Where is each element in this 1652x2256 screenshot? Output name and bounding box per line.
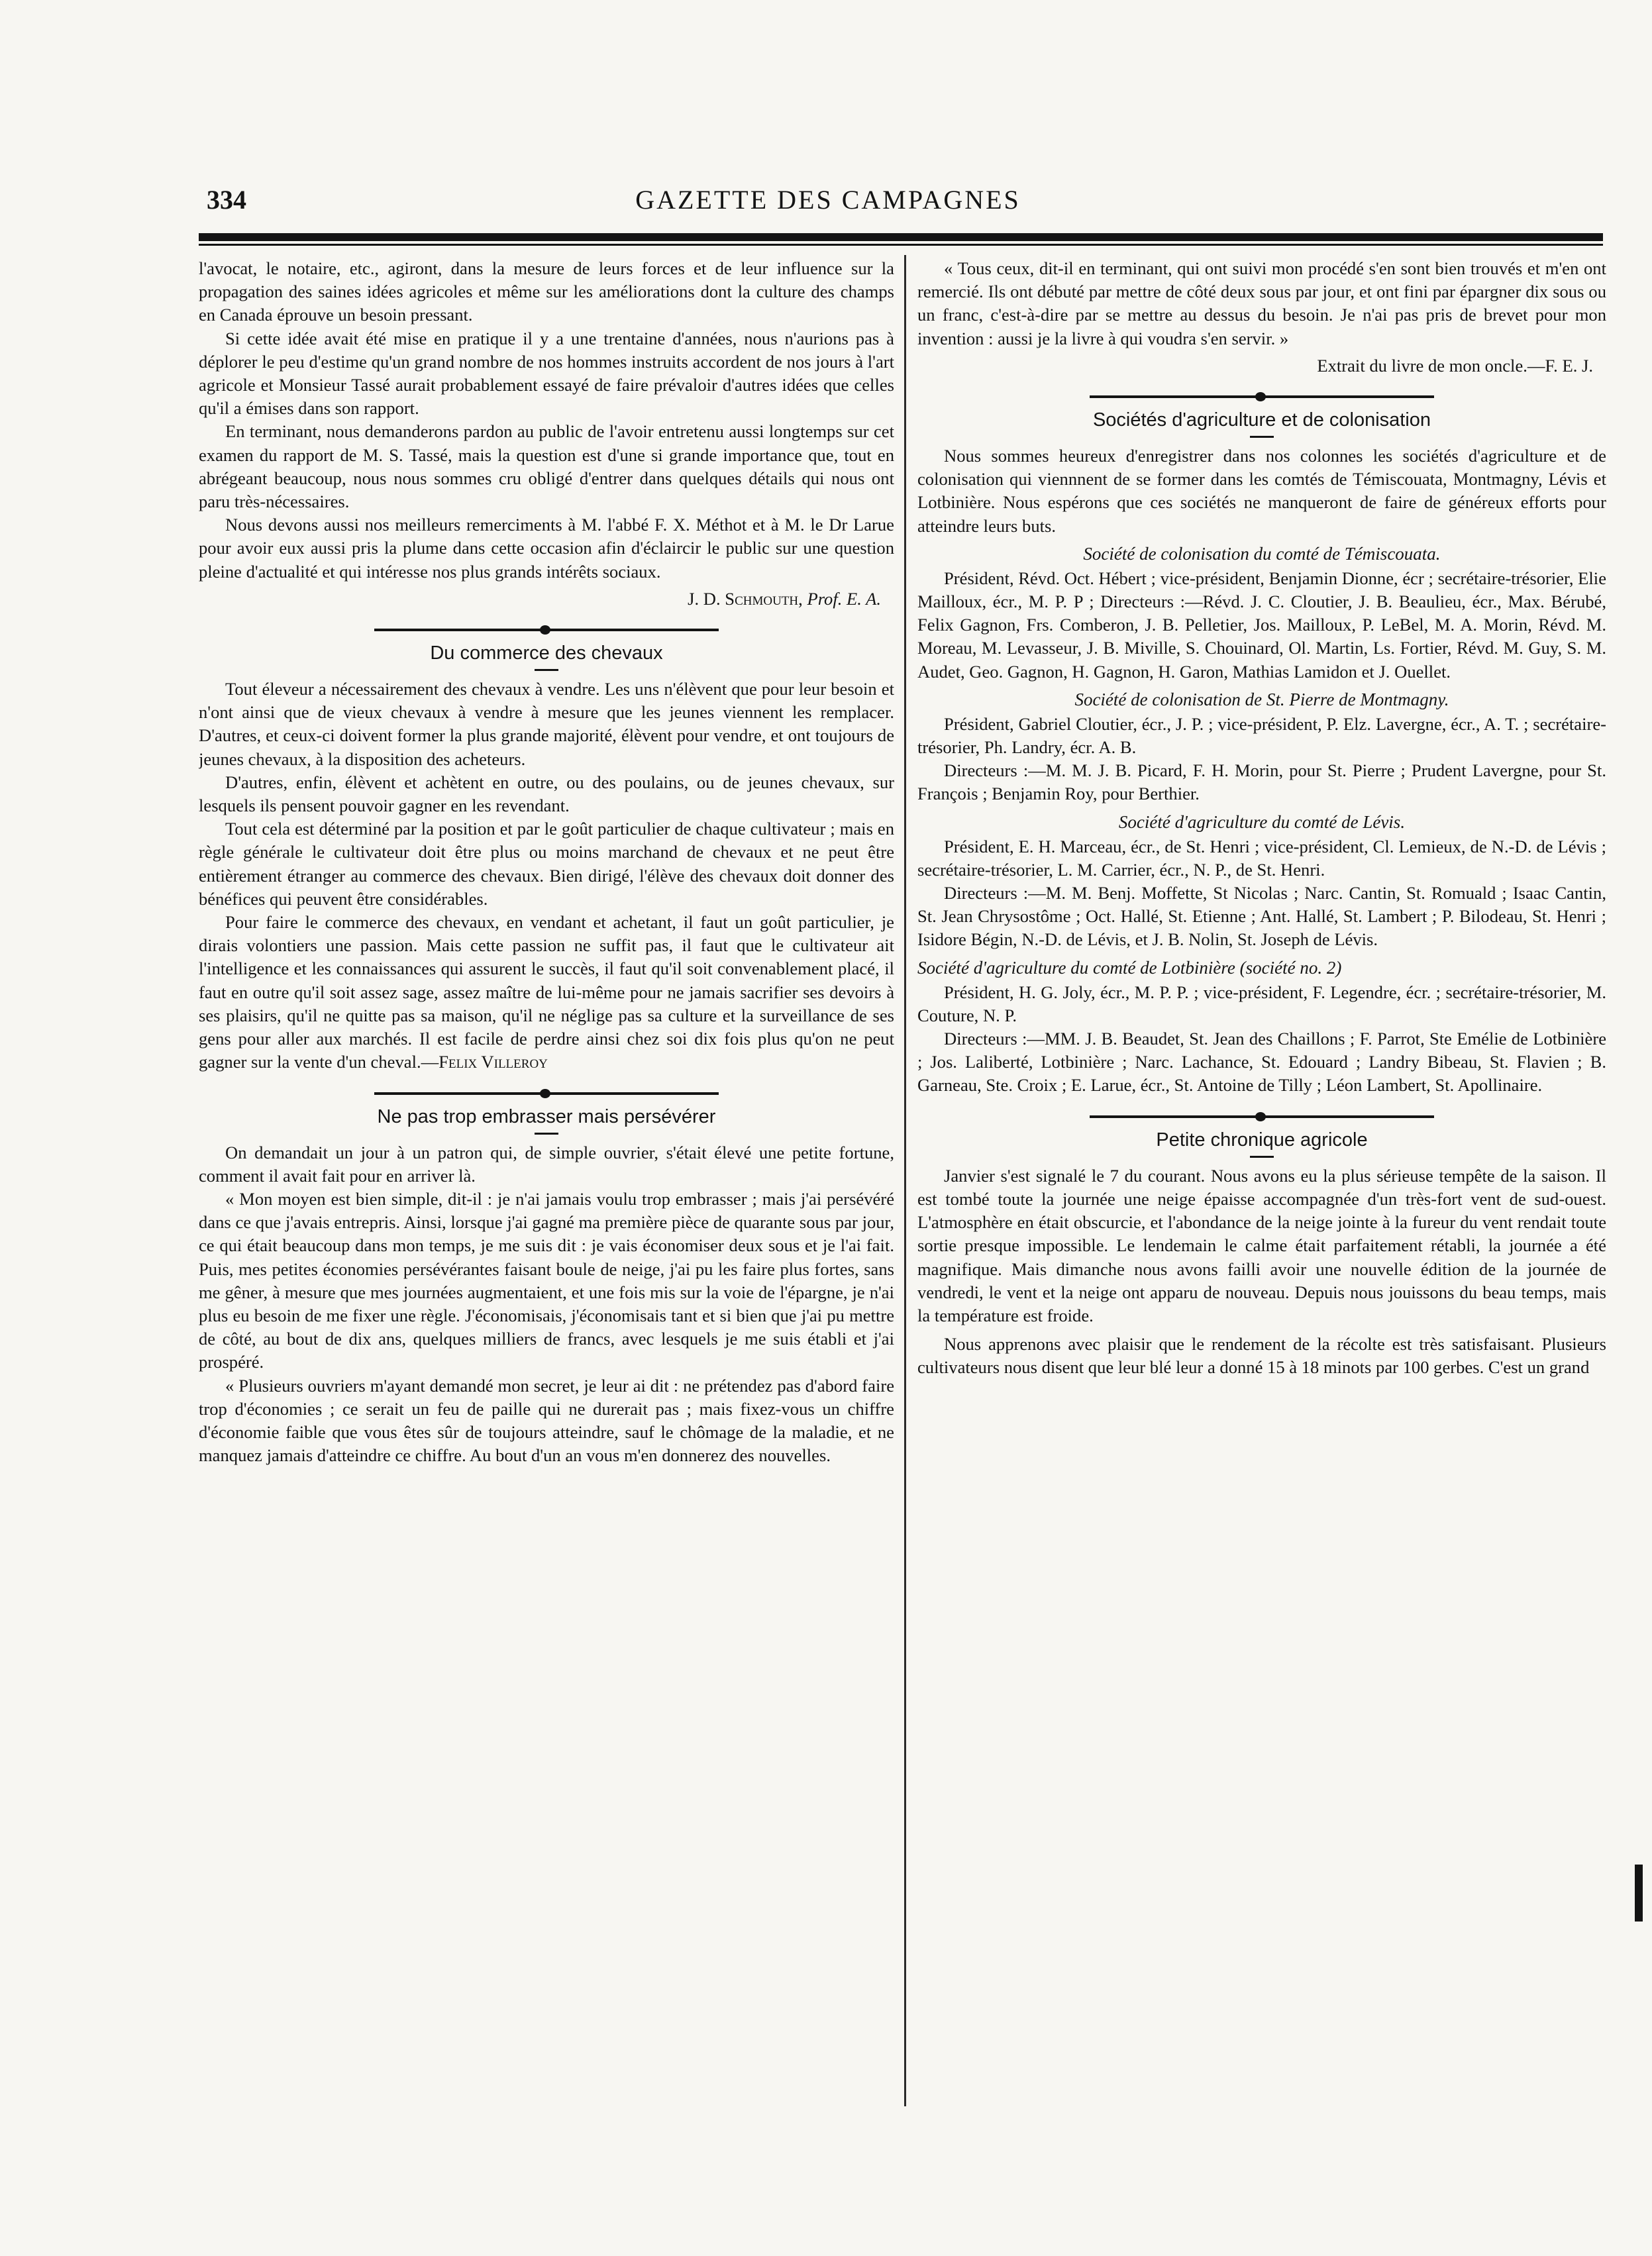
paragraph: Si cette idée avait été mise en pratique il y a une trentaine d'années, nous n'aurions pas à déplorer le peu d'estime qu'un grand nombre de nos hommes instruits accordent de nos jours à l'art agricole et Monsieur Tassé aurait probablement essayé de faire prévaloir d'autres idées que celles qu'il a émises dans son rapport. xyxy=(199,328,894,419)
left-column xyxy=(199,257,894,2112)
section-separator xyxy=(374,1089,719,1098)
paragraph: « Mon moyen est bien simple, dit-il : je n'ai jamais voulu trop embrasser ; mais j'ai persévéré dans ce que j'avais entrepris. Ainsi, lorsque j'ai gagné ma première pièce de quarante sous par jour, ce qui était beaucoup dans mon temps, je me suis dit : je vais économiser deux sous et je l'ai fait. Puis, mes petites économies persévérantes faisant boule de neige, j'ai pu les faire plus fortes, sans me gêner, à mesure que mes journées augmentaient, et une fois mis sur la voie de l'épargne, je n'ai plus eu besoin de me fixer une règle. J'économisais, j'économisais tant et si bien que j'ai pu mettre de côté, au bout de dix ans, quelques milliers de francs, avec lesquels je me suis établi et j'ai prospéré. xyxy=(199,1188,894,1372)
article-source: Extrait du livre de mon oncle.—F. E. J. xyxy=(1317,355,1593,376)
signature-name: J. D. Schmouth, xyxy=(688,588,803,609)
paragraph: « Plusieurs ouvriers m'ayant demandé mon secret, je leur ai dit : ne prétendez pas d'abord faire trop d'économies ; ce serait un feu de paille qui ne durerait pas ; mais fixez-vous un chiffre d'économie faible que vous êtes sûr de toujours atteindre, sauf le chômage de la maladie, et ne manquez jamais d'atteindre ce chiffre. Au bout d'un an vous m'en donnerez des nouvelles. xyxy=(199,1375,894,1466)
paragraph: Directeurs :—M. M. Benj. Moffette, St Nicolas ; Narc. Cantin, St. Romuald ; Isaac Cantin, St. Jean Chrysostôme ; Oct. Hallé, St. Etienne ; Ant. Hallé, St. Lambert ; P. Bilodeau, St. Henri ; Isidore Bégin, N.-D. de Lévis, et J. B. Nolin, St. Joseph de Lévis. xyxy=(917,883,1606,950)
paragraph: Président, H. G. Joly, écr., M. P. P. ; vice-président, F. Legendre, écr. ; secrétaire-trésorier, M. Couture, N. P. xyxy=(917,982,1606,1025)
article-chronique xyxy=(917,1127,1606,1380)
paragraph: Nous apprenons avec plaisir que le rendement de la récolte est très satisfaisant. Plusieurs cultivateurs nous disent que leur blé leur a donné 15 à 18 minots par 100 gerbes. C'est un grand xyxy=(917,1334,1606,1378)
society-heading: Société de colonisation du comté de Témiscouata. xyxy=(1083,543,1441,564)
paragraph: Président, Révd. Oct. Hébert ; vice-président, Benjamin Dionne, écr ; secrétaire-trésorier, Elie Mailloux, écr., M. P. P ; Directeurs :—Révd. J. C. Cloutier, J. B. Beaulieu, écr., Max. Bérubé, Felix Gagnon, Frs. Comberon, J. B. Pelletier, Jos. Mailloux, P. LeBel, M. A. Morin, Révd. M. Moreau, M. Levasseur, J. B. Miville, S. Chouinard, Ol. Martin, Ls. Fortier, Révd. M. Guy, S. M. Audet, Geo. Gagnon, H. Gagnon, H. Garon, Mathias Lamidon et J. Ouellet. xyxy=(917,568,1606,682)
article-commerce-chevaux xyxy=(199,640,894,1074)
paragraph: D'autres, enfin, élèvent et achètent en outre, ou des poulains, ou de jeunes chevaux, sur lesquels ils pensent pouvoir gagner en les revendant. xyxy=(199,772,894,816)
paragraph: Président, Gabriel Cloutier, écr., J. P. ; vice-président, P. Elz. Lavergne, écr., A. T. ; secrétaire-trésorier, Ph. Landry, écr. A. B. xyxy=(917,713,1606,758)
page-title: GAZETTE DES CAMPAGNES xyxy=(635,185,1021,215)
running-head xyxy=(199,184,1457,224)
margin-mark xyxy=(1635,1865,1643,1922)
paragraph: Tout éleveur a nécessairement des chevaux à vendre. Les uns n'élèvent que pour leur besoin et n'ont ainsi que de vieux chevaux à vendre à mesure que les jeunes viennent les remplacer. D'autres, et ceux-ci doivent former la plus grande majorité, élèvent pour vendre, et ont toujours de jeunes chevaux, à la disposition des acheteurs. xyxy=(199,679,894,769)
paragraph-text: Pour faire le commerce des chevaux, en vendant et achetant, il faut un goût particulier, je dirais volontiers une passion. Mais cette passion ne suffit pas, il faut que le cultivateur ait l'intelligence et les connaissances qui assurent le succès, il faut qu'il soit convenablement placé, il faut en outre qu'il soit assez sage, assez maître de lui-même pour ne jamais sacrifier ses devoirs à ses plaisirs, qu'il ne quitte pas sa maison, qu'il ne néglige pas sa culture et la surveillance de ses gens pour aller aux marchés. Il est facile de perdre ainsi chez soi dix fois plus qu'on ne peut gagner sur la vente d'un cheval.— xyxy=(199,912,894,1072)
section-separator xyxy=(1090,1112,1434,1121)
paragraph: Président, E. H. Marceau, écr., de St. Henri ; vice-président, Cl. Lemieux, de N.-D. de Lévis ; secrétaire-trésorier, L. M. Carrier, écr., N. P., de St. Henri. xyxy=(917,836,1606,880)
article-author: Felix Villeroy xyxy=(439,1052,548,1072)
paragraph: On demandait un jour à un patron qui, de simple ouvrier, s'était élevé une petite fortune, comment il avait fait pour en arriver là. xyxy=(199,1142,894,1186)
paragraph: Directeurs :—M. M. J. B. Picard, F. H. Morin, pour St. Pierre ; Prudent Lavergne, pour St. François ; Benjamin Roy, pour Berthier. xyxy=(917,760,1606,804)
society-heading: Société d'agriculture du comté de Lotbinière (société no. 2) xyxy=(917,957,1342,978)
paragraph: « Tous ceux, dit-il en terminant, qui ont suivi mon procédé s'en sont bien trouvés et m'en ont remercié. Ils ont débuté par mettre de côté deux sous par jour, et ont fini par épargner dix sous ou un franc, c'est-à-dire par se mettre au dessus du besoin. Je n'ai pas pris de brevet pour mon invention : aussi je la livre à qui voudra s'en servir. » xyxy=(917,258,1606,348)
paragraph: Nous sommes heureux d'enregistrer dans nos colonnes les sociétés d'agriculture et de colonisation qui viennnent de se former dans les comtés de Témiscouata, Montmagny, Lévis et Lotbinière. Nous espérons que ces sociétés ne manqueront de faire de généreux efforts pour atteindre leurs buts. xyxy=(917,446,1606,536)
society-heading: Société d'agriculture du comté de Lévis. xyxy=(1118,811,1406,832)
title-underline xyxy=(1250,436,1274,438)
society-heading: Société de colonisation de St. Pierre de Montmagny. xyxy=(1074,689,1449,709)
article-perseverer-continuation xyxy=(917,257,1606,378)
title-underline xyxy=(535,669,558,671)
section-separator xyxy=(374,625,719,635)
section-separator xyxy=(1090,392,1434,401)
paragraph: Janvier s'est signalé le 7 du courant. Nous avons eu la plus sérieuse tempête de la saison. Il est tombé toute la journée une neige épaisse accompagnée d'un très-fort vent de sud-ouest. L'atmosphère en était obscurcie, et l'abondance de la neige jointe à la fureur du vent rendait toute sortie presque impossible. Le lendemain le calme était parfaitement rétabli, la journée a été magnifique. Mais dimanche nous avons failli avoir une nouvelle édition de la journée de vendredi, le vent et la neige ont apparu de nouveau. Depuis nous jouissons du beau temps, mais la température est froide. xyxy=(917,1165,1606,1325)
section-title: Ne pas trop embrasser mais persévérer xyxy=(377,1105,716,1127)
paragraph: l'avocat, le notaire, etc., agiront, dans la mesure de leurs forces et de leur influence sur la propagation des saines idées agricoles et même sur les améliorations dont la culture des champs en Canada éprouve un besoin pressant. xyxy=(199,258,894,325)
article-societes xyxy=(917,407,1606,1098)
article-rapport-continuation xyxy=(199,257,894,611)
signature-title: Prof. E. A. xyxy=(807,588,881,609)
paragraph: Directeurs :—MM. J. B. Beaudet, St. Jean des Chaillons ; F. Parrot, Ste Emélie de Lotbinière ; Jos. Laliberté, Lotbinière ; Narc. Lachance, St. Edouard ; Landry Bibeau, St. Flavien ; B. Garneau, Ste. Croix ; E. Larue, écr., St. Antoine de Tilly ; Léon Lambert, St. Apollinaire. xyxy=(917,1029,1606,1096)
header-rule xyxy=(199,232,1603,246)
paragraph: En terminant, nous demanderons pardon au public de l'avoir entretenu aussi longtemps sur cet examen du rapport de M. S. Tassé, mais la question est d'une si grande importance que, tout en abrégeant beaucoup, nous nous sommes cru obligé d'entrer dans quelques détails qui nous ont paru très-nécessaires. xyxy=(199,421,894,512)
section-title: Sociétés d'agriculture et de colonisation xyxy=(1092,409,1431,431)
title-underline xyxy=(1250,1156,1274,1158)
right-column xyxy=(917,257,1606,2112)
column-divider xyxy=(904,255,906,2106)
page-number: 334 xyxy=(207,185,246,215)
section-title: Petite chronique agricole xyxy=(1156,1129,1368,1151)
article-signature xyxy=(199,588,894,611)
paragraph xyxy=(199,911,894,1074)
section-title: Du commerce des chevaux xyxy=(430,642,663,664)
paragraph: Nous devons aussi nos meilleurs remerciments à M. l'abbé F. X. Méthot et à M. le Dr Larue pour avoir eux aussi pris la plume dans cette occasion afin d'éclaircir le public sur une question pleine d'actualité et qui intéresse nos plus grands intérêts sociaux. xyxy=(199,515,894,582)
paragraph: Tout cela est déterminé par la position et par le goût particulier de chaque cultivateur ; mais en règle générale le cultivateur doit être plus ou moins marchand de chevaux et ne peut être entièrement étranger au commerce des chevaux. Bien dirigé, l'élève des chevaux doit donner des bénéfices qui peuvent être considérables. xyxy=(199,819,894,909)
title-underline xyxy=(535,1133,558,1135)
article-perseverer xyxy=(199,1103,894,1468)
